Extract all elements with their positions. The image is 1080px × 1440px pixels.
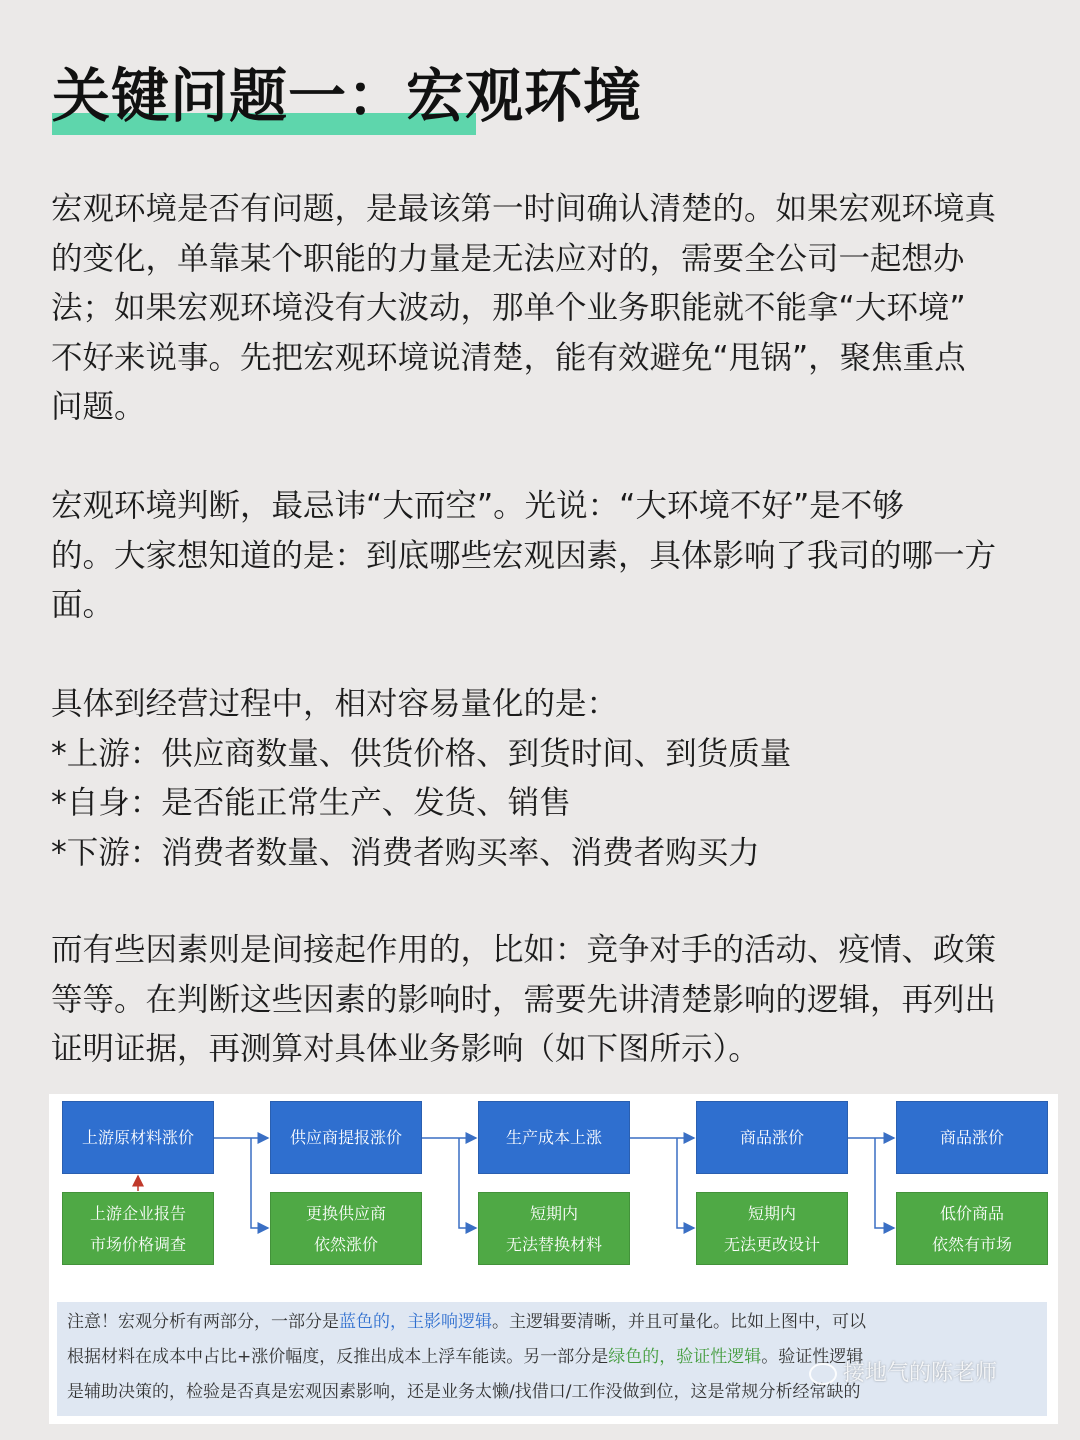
box-label: 依然有市场 (931, 1234, 1012, 1254)
box-label: 无法替换材料 (505, 1234, 602, 1254)
blue-box-product-price-2 (896, 1101, 1048, 1174)
box-label: 依然涨价 (313, 1234, 378, 1254)
green-box-low-price-market (896, 1192, 1048, 1265)
text-line: 法；如果宏观环境没有大波动，那单个业务职能就不能拿“大环境” (51, 290, 966, 326)
box-label: 市场价格调查 (89, 1234, 186, 1254)
box-label: 无法更改设计 (723, 1234, 820, 1254)
arrow-branch-3 (459, 1138, 476, 1228)
green-box-switch-supplier (270, 1192, 422, 1265)
paragraph-quantifiable (51, 680, 1043, 878)
box-label: 短期内 (529, 1203, 578, 1223)
green-box-upstream-report (62, 1192, 214, 1265)
text-line: 而有些因素则是间接起作用的，比如：竞争对手的活动、疫情、政策 (51, 932, 997, 968)
blue-box-supplier-price (270, 1101, 422, 1174)
note-blue-text: 蓝色的，主影响逻辑 (339, 1312, 492, 1332)
paragraph-macro-env (51, 185, 1043, 433)
paragraph-judgement (51, 482, 1043, 631)
title-block (52, 58, 642, 138)
box-label: 上游原材料涨价 (81, 1128, 194, 1147)
box-label: 供应商提报涨价 (289, 1128, 402, 1147)
note-text: 注意！宏观分析有两部分，一部分是 (67, 1312, 339, 1332)
text-line: 的。大家想知道的是：到底哪些宏观因素，具体影响了我司的哪一方 (51, 537, 997, 574)
green-box-no-redesign (696, 1192, 848, 1265)
text-line: 等等。在判断这些因素的影响时，需要先讲清楚影响的逻辑，再列出 (51, 981, 997, 1018)
text-line: 面。 (51, 587, 115, 623)
text-line: 具体到经营过程中，相对容易量化的是： (51, 686, 619, 722)
blue-box-raw-material (62, 1101, 214, 1174)
note-text: 。主逻辑要清晰，并且可量化。比如上图中，可以 (492, 1312, 866, 1332)
box-label: 低价商品 (939, 1203, 1004, 1223)
note-line: 是辅助决策的，检验是否真是宏观因素影响，还是业务太懒/找借口/工作没做到位，这是常规分析经常缺的 (67, 1382, 861, 1402)
text-line: 的变化，单靠某个职能的力量是无法应对的，需要全公司一起想办 (51, 240, 965, 277)
watermark-text: 接地气的陈老师 (843, 1361, 998, 1386)
flow-diagram (49, 1094, 1058, 1424)
box-label: 短期内 (747, 1203, 796, 1223)
paragraph-indirect (51, 926, 1043, 1075)
note-line (67, 1305, 1037, 1340)
note-text: 根据材料在成本中占比+涨价幅度，反推出成本上浮车能读。另一部分是 (67, 1347, 609, 1367)
box-label: 上游企业报告 (89, 1203, 186, 1223)
box-label: 商品涨价 (739, 1128, 804, 1147)
box-label: 生产成本上涨 (505, 1128, 602, 1147)
blue-box-product-price (696, 1101, 848, 1174)
page-title: 关键问题一：宏观环境 (52, 62, 643, 130)
list-item-upstream: *上游：供应商数量、供货价格、到货时间、到货质量 (51, 735, 792, 772)
text-line: 不好来说事。先把宏观环境说清楚，能有效避免“甩锅”，聚焦重点 (51, 339, 966, 376)
box-label: 更换供应商 (305, 1203, 386, 1223)
arrow-branch-4 (677, 1138, 694, 1228)
text-line: 问题。 (51, 389, 146, 425)
box-label: 商品涨价 (939, 1128, 1004, 1147)
arrow-branch-5 (875, 1138, 894, 1228)
text-line: 证明证据，再测算对具体业务影响（如下图所示）。 (51, 1031, 760, 1067)
watermark (809, 1356, 997, 1387)
wechat-icon (809, 1363, 837, 1385)
list-item-self: *自身：是否能正常生产、发货、销售 (51, 785, 571, 821)
text-line: 宏观环境是否有问题，是最该第一时间确认清楚的。如果宏观环境真 (51, 191, 997, 227)
blue-box-cost-up (478, 1101, 630, 1174)
arrow-branch-2 (251, 1138, 268, 1228)
note-text: 。验证性逻辑 (761, 1347, 864, 1367)
note-green-text: 绿色的，验证性逻辑 (608, 1347, 762, 1367)
text-line: 宏观环境判断，最忌讳“大而空”。光说：“大环境不好”是不够 (51, 488, 904, 524)
green-box-no-substitute (478, 1192, 630, 1265)
list-item-downstream: *下游：消费者数量、消费者购买率、消费者购买力 (51, 834, 760, 871)
